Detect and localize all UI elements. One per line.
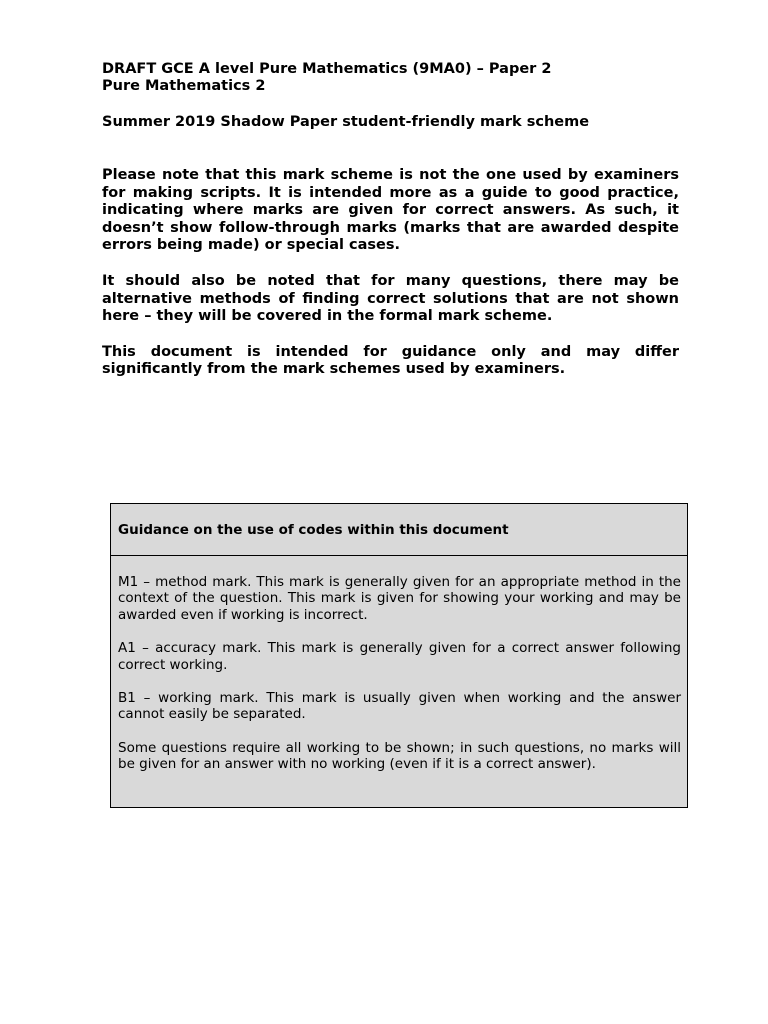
note-paragraph-alternatives: It should also be noted that for many questions, there may be alternative methods of finding correct solutions that are not shown here – they will be covered in the formal mark scheme. [102,272,679,325]
document-subtitle: Summer 2019 Shadow Paper student-friendly mark scheme [102,114,590,130]
notes-section [102,167,679,397]
note-paragraph-disclaimer: Please note that this mark scheme is not the one used by examiners for making scripts. It is intended more as a guide to good practice, indicating where marks are given for correct answers. As such, it doesn’t show follow-through marks (marks that are awarded despite errors being made) or special cases. [102,167,679,254]
guidance-body [111,556,687,773]
document-title [102,61,682,95]
note-paragraph-guidance: This document is intended for guidance only and may differ significantly from the mark schemes used by examiners. [102,343,679,378]
guidance-box [110,503,688,808]
title-line-1: DRAFT GCE A level Pure Mathematics (9MA0) – Paper 2 [102,61,552,77]
code-m1-description: M1 – method mark. This mark is generally given for an appropriate method in the context of the question. This mark is given for showing your working and may be awarded even if working is incorrect. [118,574,681,623]
title-line-2: Pure Mathematics 2 [102,78,266,94]
code-b1-description: B1 – working mark. This mark is usually given when working and the answer cannot easily be separated. [118,690,681,723]
guidance-heading: Guidance on the use of codes within this document [111,504,687,556]
working-requirement-note: Some questions require all working to be shown; in such questions, no marks will be given for an answer with no working (even if it is a correct answer). [118,739,681,773]
code-a1-description: A1 – accuracy mark. This mark is generally given for a correct answer following correct working. [118,640,681,673]
